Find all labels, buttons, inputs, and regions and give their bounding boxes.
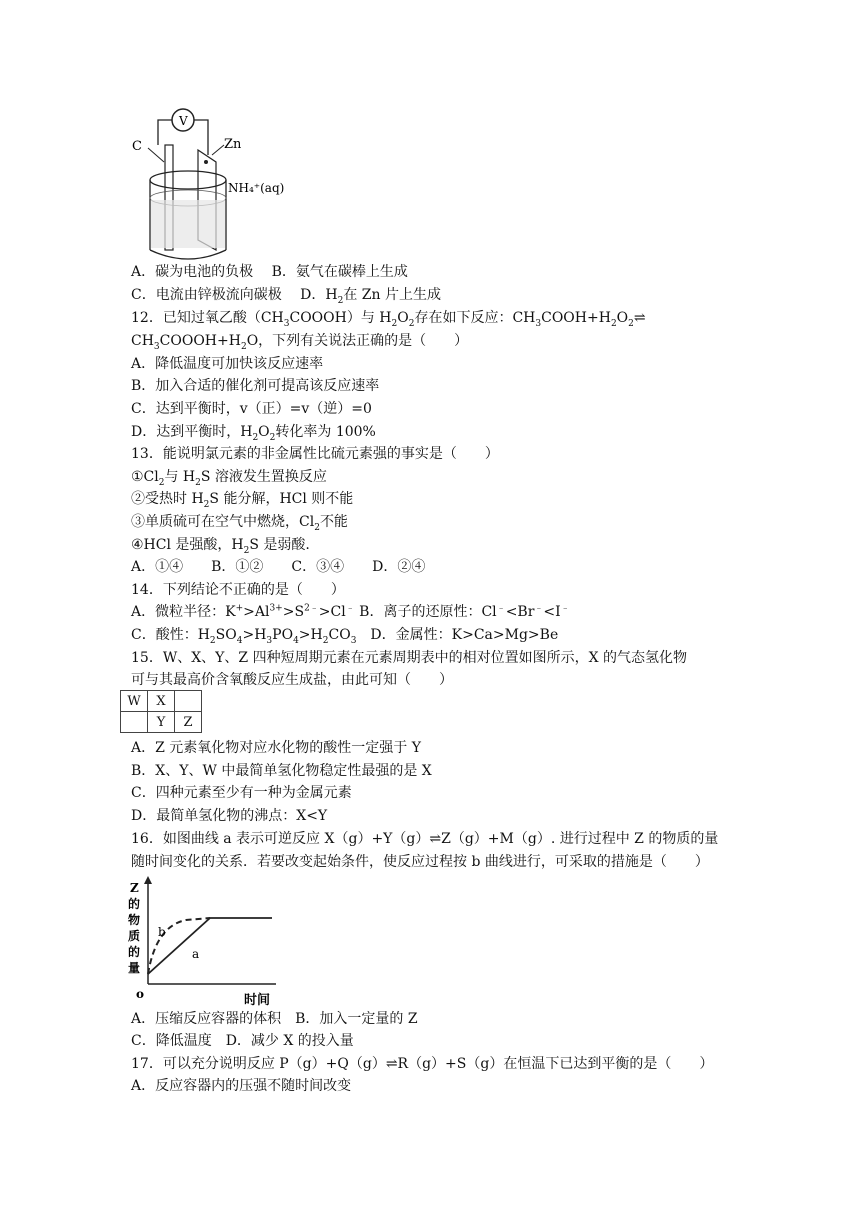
x-axis-label: 时间 — [244, 993, 271, 1008]
q12-option-c: C．达到平衡时，v（正）=v（逆）=0 — [131, 401, 372, 417]
q16-options-cd: C．降低温度 D．减少 X 的投入量 — [131, 1033, 354, 1049]
q17-option-a: A．反应容器内的压强不随时间改变 — [131, 1078, 352, 1094]
q14-stem: 14．下列结论不正确的是（ ） — [131, 582, 345, 598]
q11-options-ab — [131, 262, 408, 282]
q11-options-cd — [131, 285, 441, 305]
q11-option-a: A．碳为电池的负极 — [131, 264, 254, 280]
q12-stem-line1: 12．已知过氧乙酸$(CH_3COOOH)$与 $H_2O_2$存在如下反应：$CH_3COOH+H_2O_2\rightleftharpoons$ — [131, 310, 646, 329]
table-cell: Y — [148, 712, 175, 733]
q16-curve-figure — [126, 874, 296, 1010]
curve-b-label: b — [158, 925, 166, 939]
q11-option-c: C．电流由锌极流向碳极 — [131, 287, 282, 303]
q12-option-d: D．达到平衡时，$H_2O_2$转化率为 100% — [131, 424, 376, 443]
table-cell — [121, 712, 148, 733]
q12-stem-line2: $CH_3COOOH+H_2O$，下列有关说法正确的是（ ） — [131, 333, 469, 352]
curve-a-label: a — [192, 947, 200, 961]
q13-stem: 13．能说明氯元素的非金属性比硫元素强的事实是（ ） — [131, 446, 499, 462]
q12-option-b: B．加入合适的催化剂可提高该反应速率 — [131, 378, 380, 394]
table-cell: W — [121, 691, 148, 712]
q13-item-2: ②受热时 $H_2S$ 能分解，HCl 则不能 — [131, 491, 354, 510]
q17-stem: 17．可以充分说明反应 P（g）+Q（g）⇌R（g）+S（g）在恒温下已达到平衡的是（ ） — [131, 1056, 714, 1072]
solution-label: NH₄⁺(aq) — [228, 181, 285, 195]
q11-option-b: B．氨气在碳棒上生成 — [271, 264, 408, 280]
periodic-position-table — [120, 690, 202, 733]
y-axis-label: Z 的物质的量 — [128, 881, 141, 975]
q16-stem-line1: 16．如图曲线 a 表示可逆反应 X（g）+Y（g）⇌Z（g）+M（g）. 进行过程中 Z 的物质的量 — [131, 831, 719, 847]
q14-options-cd: C．酸性：$H_2SO_4>H_3PO_4>H_2CO_3$ D．金属性：K>Ca>Mg>Be — [131, 627, 559, 646]
q15-stem-line1: 15．W、X、Y、Z 四种短周期元素在元素周期表中的相对位置如图所示，X 的气态氢化物 — [131, 650, 688, 666]
q16-stem-line2: 随时间变化的关系．若要改变起始条件，使反应过程按 b 曲线进行，可采取的措施是（ ） — [131, 854, 709, 870]
table-cell: X — [148, 691, 175, 712]
galvanic-cell-figure — [128, 100, 285, 265]
q14-options-ab: A．微粒半径：$K^+>Al^{3+}>S^{2﹣}>Cl^﹣$ B．离子的还原性：Cl﹣<Br﹣<I﹣ — [131, 603, 570, 620]
table-cell — [175, 691, 202, 712]
carbon-label: C — [132, 139, 142, 154]
q15-option-b: B．X、Y、W 中最简单氢化物稳定性最强的是 X — [131, 763, 432, 779]
q11-option-d: D．$H_2$在 Zn 片上生成 — [300, 287, 441, 306]
q13-item-1: $①Cl_2$与 $H_2S$ 溶液发生置换反应 — [131, 469, 327, 488]
voltmeter-label: V — [179, 114, 188, 128]
origin-label: o — [136, 987, 145, 1001]
q15-option-c: C．四种元素至少有一种为金属元素 — [131, 785, 352, 801]
q13-item-4: ④HCl 是强酸，$H_2S$ 是弱酸. — [131, 537, 310, 556]
q16-options-ab: A．压缩反应容器的体积 B．加入一定量的 Z — [131, 1011, 418, 1027]
q15-stem-line2: 可与其最高价含氧酸反应生成盐，由此可知（ ） — [131, 672, 453, 688]
q13-options: A．①④ B．①② C．③④ D．②④ — [131, 559, 426, 575]
table-cell: Z — [175, 712, 202, 733]
curve-a — [148, 918, 272, 974]
q15-option-d: D．最简单氢化物的沸点：X<Y — [131, 808, 328, 824]
q15-option-a: A．Z 元素氧化物对应水化物的酸性一定强于 Y — [131, 740, 421, 756]
q12-option-a: A．降低温度可加快该反应速率 — [131, 356, 324, 372]
zinc-label: Zn — [224, 137, 242, 152]
q13-item-3: ③单质硫可在空气中燃烧，$Cl_2$不能 — [131, 514, 348, 533]
